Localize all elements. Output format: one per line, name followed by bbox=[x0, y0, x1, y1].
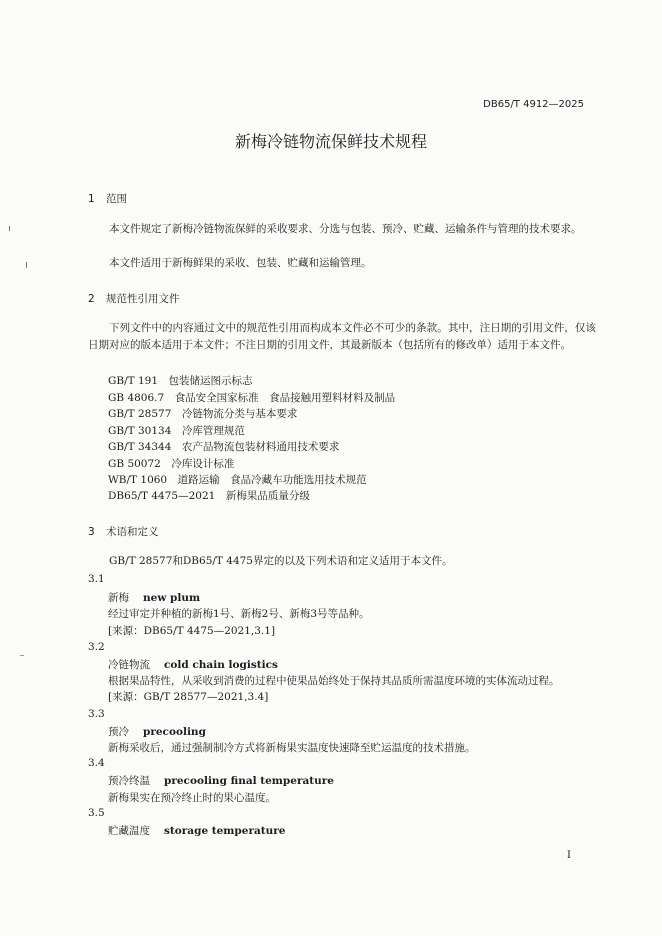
section-1-paragraph-1: 本文件规定了新梅冷链物流保鲜的采收要求、分选与包装、预冷、贮藏、运输条件与管理的技术要求。 bbox=[109, 223, 582, 235]
reference-item: GB/T 28577 冷链物流分类与基本要求 bbox=[108, 408, 298, 420]
term-definition: 根据果品特性，从采收到消费的过程中使果品始终处于保持其品质所需温度环境的实体流动过程。 bbox=[108, 675, 560, 687]
reference-item: GB/T 191 包装储运图示标志 bbox=[108, 375, 253, 387]
term-definition: 经过审定并种植的新梅1号、新梅2号、新梅3号等品种。 bbox=[108, 608, 370, 620]
term-name: 预冷 precooling bbox=[108, 726, 206, 738]
reference-item: GB/T 34344 农产品物流包装材料通用技术要求 bbox=[108, 441, 340, 453]
section-2-heading: 2 规范性引用文件 bbox=[88, 293, 180, 305]
reference-item: GB/T 30134 冷库管理规范 bbox=[108, 425, 245, 437]
section-1-title: 范围 bbox=[106, 193, 127, 205]
section-3-heading: 3 术语和定义 bbox=[88, 526, 159, 538]
term-number: 3.5 bbox=[88, 807, 105, 819]
term-definition: 新梅果实在预冷终止时的果心温度。 bbox=[108, 792, 276, 804]
term-definition: 新梅采收后，通过强制制冷方式将新梅果实温度快速降至贮运温度的技术措施。 bbox=[108, 742, 476, 754]
section-3-intro: GB/T 28577和DB65/T 4475界定的以及下列术语和定义适用于本文件。 bbox=[109, 555, 453, 567]
section-1-paragraph-2: 本文件适用于新梅鲜果的采收、包装、贮藏和运输管理。 bbox=[109, 257, 372, 269]
section-1-heading: 1 范围 bbox=[88, 193, 127, 205]
reference-item: WB/T 1060 道路运输 食品冷藏车功能选用技术规范 bbox=[108, 474, 367, 486]
scan-artifact bbox=[26, 262, 27, 268]
reference-item: GB 50072 冷库设计标准 bbox=[108, 458, 235, 470]
term-name: 冷链物流 cold chain logistics bbox=[108, 659, 278, 671]
page-number: I bbox=[567, 850, 571, 861]
term-number: 3.4 bbox=[88, 757, 105, 769]
term-number: 3.2 bbox=[88, 641, 105, 653]
term-name: 贮藏温度 storage temperature bbox=[108, 825, 286, 837]
section-3-title: 术语和定义 bbox=[106, 526, 159, 538]
doc-code: DB65/T 4912—2025 bbox=[483, 99, 584, 110]
term-number: 3.1 bbox=[88, 573, 105, 585]
reference-item: DB65/T 4475—2021 新梅果品质量分级 bbox=[108, 490, 310, 502]
term-source: [来源：GB/T 28577—2021,3.4] bbox=[108, 691, 269, 703]
section-2-intro: 下列文件中的内容通过文中的规范性引用而构成本文件必不可少的条款。其中，注日期的引用文件，仅该日期对应的版本适用于本文件；不注日期的引用文件，其最新版本（包括所有的修改单）适用于本文件。 bbox=[88, 322, 596, 351]
reference-item: GB 4806.7 食品安全国家标准 食品接触用塑料材料及制品 bbox=[108, 392, 396, 404]
term-number: 3.3 bbox=[88, 708, 105, 720]
section-2-title: 规范性引用文件 bbox=[106, 293, 180, 305]
term-source: [来源：DB65/T 4475—2021,3.1] bbox=[108, 625, 276, 637]
term-name: 预冷终温 precooling final temperature bbox=[108, 775, 334, 787]
term-name: 新梅 new plum bbox=[108, 592, 201, 604]
scan-artifact bbox=[9, 226, 10, 231]
page-title: 新梅冷链物流保鲜技术规程 bbox=[234, 132, 427, 151]
scan-artifact bbox=[20, 655, 24, 656]
